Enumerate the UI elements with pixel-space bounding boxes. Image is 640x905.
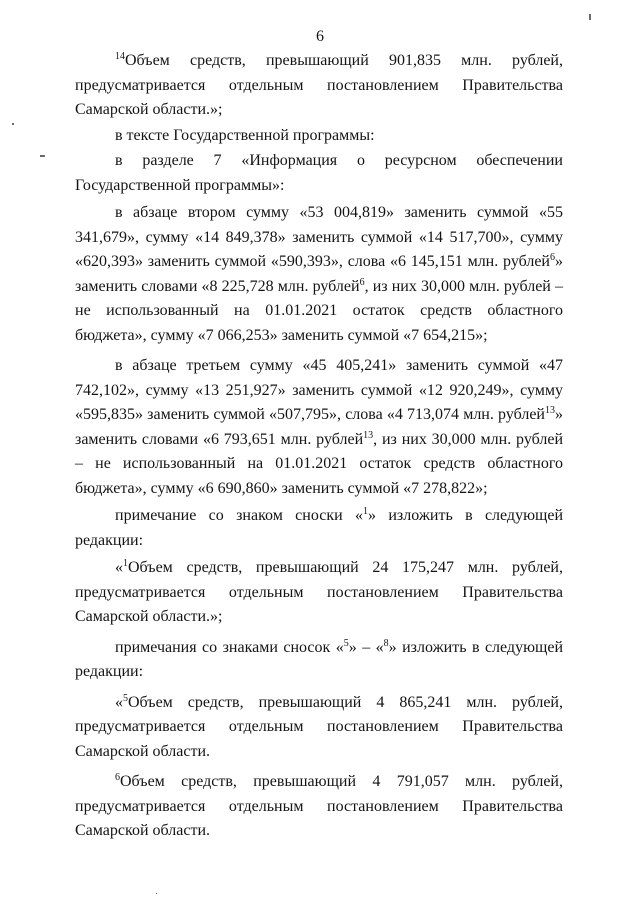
footnote-mark: 13 [363, 429, 374, 441]
note-1-intro-paragraph [75, 504, 563, 553]
text-run: примечания со знаками сносок « [115, 638, 344, 656]
text-run: Объем средств, превышающий 4 865,241 млн. рублей, предусматривается отдельным постановлением Правительства Самарской области. [75, 693, 563, 760]
text-run: » изложить в следующей редакции: [75, 638, 563, 680]
text-run: » заменить словами «8 225,728 млн. рублей [75, 253, 563, 295]
footnote-mark: 14 [115, 51, 125, 62]
note-5-paragraph [75, 691, 563, 765]
text-run: Объем средств, превышающий 901,835 млн. рублей, предусматривается отдельным постановлением Правительства Самарской области.»; [75, 52, 563, 118]
paragraph-third-amendment [75, 354, 563, 501]
paragraph-second-amendment [75, 201, 563, 348]
footnote-mark: 5 [343, 637, 349, 649]
footnote-mark: 6 [359, 276, 365, 288]
text-run: , из них 30,000 млн. рублей – не использованный на 01.01.2021 остаток средств областного бюджета», сумму «7 066,253» заменить суммой «7 654,215»; [75, 277, 564, 344]
text-run: примечание со знаком сноски « [115, 507, 364, 524]
scan-speck [589, 14, 591, 20]
footnote-mark: 6 [550, 252, 555, 263]
footnote-mark: 6 [115, 772, 120, 783]
text-run: Объем средств, превышающий 4 791,057 млн. рублей, предусматривается отдельным постановлением Правительства Самарской области. [75, 773, 563, 839]
footnote-mark: 1 [123, 558, 128, 569]
footnote-mark: 1 [363, 506, 369, 517]
page-number: 6 [316, 28, 324, 45]
scan-speck [156, 893, 157, 894]
note-6-paragraph [75, 770, 563, 844]
document-body [75, 49, 563, 845]
text-run: в абзаце третьем сумму «45 405,241» заменить суммой «47 742,102», сумму «13 251,927» заменить суммой «12 920,249», сумму «595,835» заменить суммой «507,795», слова «4 713,074 млн. рублей [75, 357, 563, 423]
scan-speck [40, 155, 45, 157]
note-1-paragraph [75, 556, 563, 630]
text-run: в разделе 7 «Информация о ресурсном обеспечении Государственной программы»: [75, 152, 563, 194]
footnote-mark: 8 [383, 637, 389, 649]
footnote-mark: 13 [545, 405, 555, 416]
text-run: » изложить в следующей редакции: [75, 507, 564, 549]
text-run: в тексте Государственной программы: [115, 126, 375, 144]
scan-speck [12, 123, 14, 125]
text-run: Объем средств, превышающий 24 175,247 млн. рублей, предусматривается отдельным постановлением Правительства Самарской области.»; [75, 559, 563, 625]
footnote-mark: 5 [123, 692, 128, 704]
text-run: , из них 30,000 млн. рублей – не использованный на 01.01.2021 остаток средств областного бюджета», сумму «6 690,860» заменить суммой «7 278,822»; [75, 430, 564, 497]
text-run: » – « [348, 638, 384, 656]
text-run: в абзаце втором сумму «53 004,819» заменить суммой «55 341,679», сумму «14 849,378» заменить суммой «14 517,700», сумму «620,393» заменить суммой «590,393», слова «6 145,151 млн. рублей [75, 204, 563, 270]
notes-5-8-intro-paragraph [75, 636, 563, 685]
section-7-paragraph [75, 149, 563, 198]
state-program-text-paragraph [75, 124, 563, 149]
text-run: « [115, 693, 123, 711]
footnote-14-paragraph [75, 49, 563, 123]
text-run: » заменить словами «6 793,651 млн. рублей [75, 406, 563, 448]
text-run: « [115, 559, 123, 576]
